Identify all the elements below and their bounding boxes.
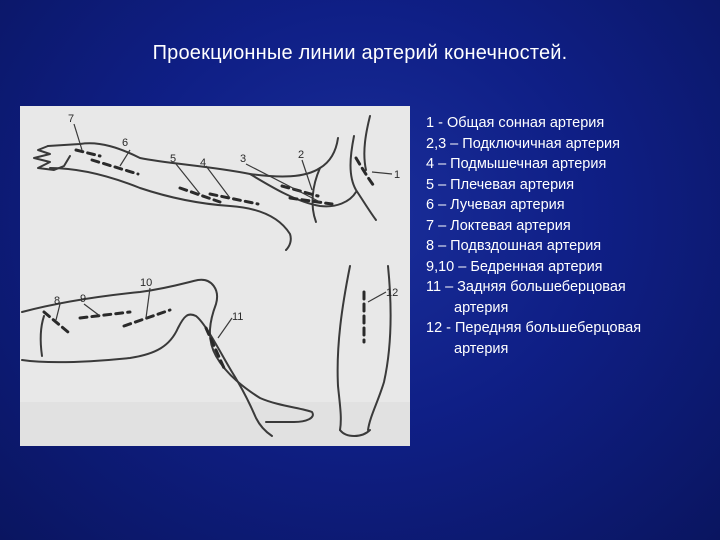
legend-item-8: 9,10 – Бедренная артерия bbox=[426, 258, 603, 275]
figure-label-11: 11 bbox=[232, 311, 244, 323]
legend-item-4: 5 – Плечевая артерия bbox=[426, 176, 575, 193]
figure-label-6: 6 bbox=[122, 137, 129, 149]
figure-label-9: 9 bbox=[80, 293, 87, 305]
slide-title: Проекционные линии артерий конечностей. bbox=[152, 42, 568, 64]
figure-label-1: 1 bbox=[394, 169, 401, 181]
legend-item-3: 4 – Подмышечная артерия bbox=[426, 156, 607, 172]
figure-label-3: 3 bbox=[240, 153, 247, 165]
figure-label-5: 5 bbox=[170, 153, 177, 165]
limb-arteries-drawing bbox=[20, 106, 410, 446]
legend-item-1: 1 - Общая сонная артерия bbox=[426, 115, 605, 131]
figure-label-4: 4 bbox=[200, 157, 207, 169]
figure-label-8: 8 bbox=[54, 295, 61, 307]
legend-item-6: 7 – Локтевая артерия bbox=[426, 217, 571, 234]
figure-label-12: 12 bbox=[386, 287, 399, 299]
anatomy-figure bbox=[20, 106, 410, 446]
figure-label-10: 10 bbox=[140, 277, 153, 289]
figure-label-2: 2 bbox=[298, 149, 305, 161]
legend-item-2: 2,3 – Подключичная артерия bbox=[426, 135, 620, 152]
arteries-legend bbox=[426, 113, 711, 359]
legend-item-5: 6 – Лучевая артерия bbox=[426, 197, 565, 213]
legend-item-10: 12 - Передняя большеберцовая артерия bbox=[426, 320, 642, 357]
figure-label-7: 7 bbox=[68, 113, 75, 125]
legend-item-9: 11 – Задняя большеберцовая артерия bbox=[426, 279, 626, 316]
legend-item-7: 8 – Подвздошная артерия bbox=[426, 238, 602, 254]
